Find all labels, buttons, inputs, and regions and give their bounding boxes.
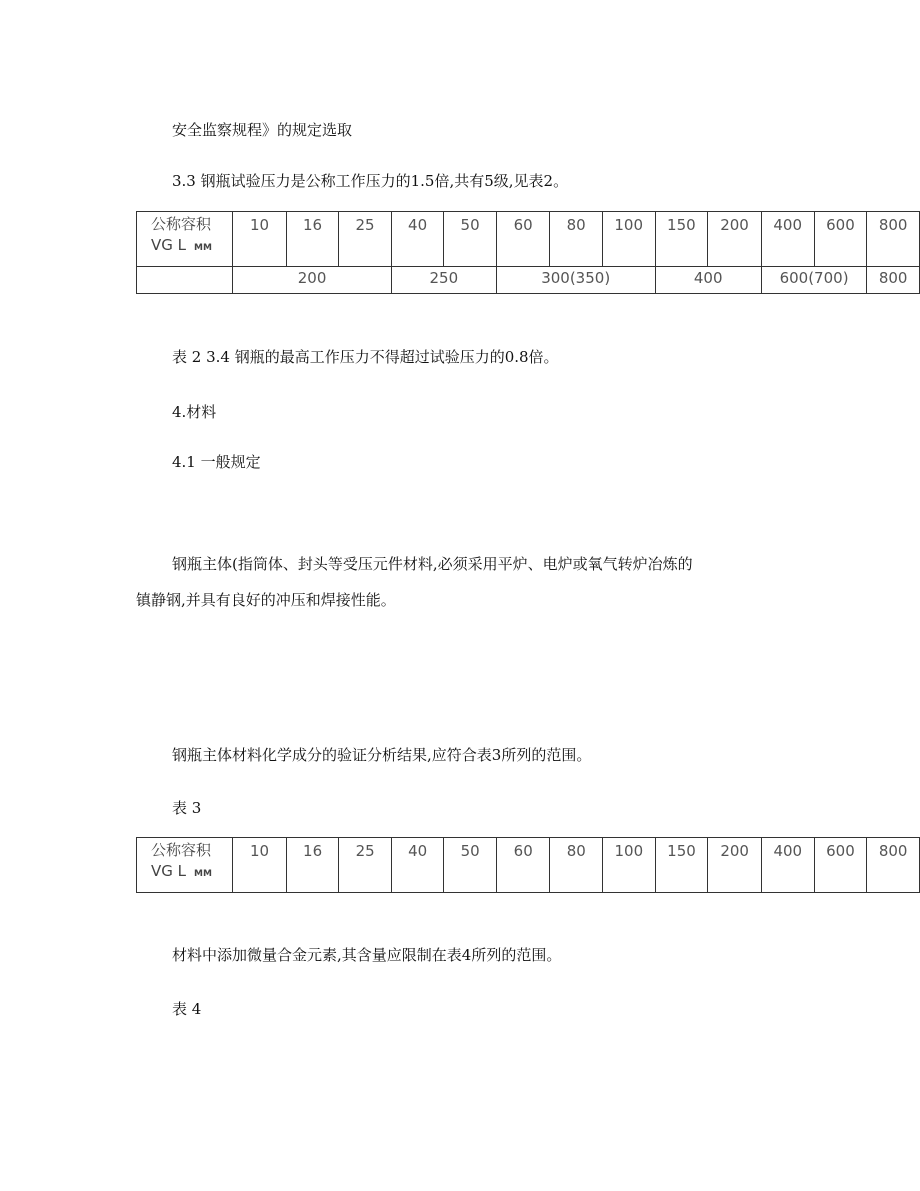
paragraph-3-4: 表 2 3.4 钢瓶的最高工作压力不得超过试验压力的0.8倍。 xyxy=(172,348,559,366)
volume-unit-line xyxy=(151,861,232,885)
table-2-header-row xyxy=(137,212,920,267)
paragraph-body-line-2: 镇静钢,并具有良好的冲压和焊接性能。 xyxy=(136,591,396,609)
volume-symbol: VG L xyxy=(151,862,187,880)
table-3 xyxy=(136,837,920,893)
paragraph-alloy-elements: 材料中添加微量合金元素,其含量应限制在表4所列的范围。 xyxy=(172,946,562,964)
table-cell: 800 xyxy=(867,267,920,294)
table-cell: 600 xyxy=(814,212,867,267)
table-cell: 400 xyxy=(761,838,814,893)
volume-unit: MM xyxy=(194,869,212,879)
table-cell: 40 xyxy=(391,212,444,267)
table-cell: 50 xyxy=(444,212,497,267)
table-cell: 400 xyxy=(761,212,814,267)
table-cell: 80 xyxy=(550,212,603,267)
volume-unit-line xyxy=(151,235,232,259)
volume-label: 公称容积 xyxy=(151,215,212,233)
table-cell: 400 xyxy=(655,267,761,294)
heading-general-rules: 4.1 一般规定 xyxy=(172,453,261,471)
table-cell: 25 xyxy=(339,212,392,267)
heading-materials: 4.材料 xyxy=(172,403,217,421)
table-cell: 16 xyxy=(286,212,339,267)
table-cell: 100 xyxy=(602,212,655,267)
table-3-header-row xyxy=(137,838,920,893)
table-cell: 200 xyxy=(708,212,762,267)
volume-unit: MM xyxy=(194,243,212,253)
paragraph-chemical-analysis: 钢瓶主体材料化学成分的验证分析结果,应符合表3所列的范围。 xyxy=(172,746,592,764)
table-cell: 600(700) xyxy=(761,267,866,294)
table-2 xyxy=(136,211,920,294)
table-3-caption: 表 3 xyxy=(172,799,202,817)
table-cell: 150 xyxy=(655,212,708,267)
table-4-caption: 表 4 xyxy=(172,1000,202,1018)
paragraph-3-3: 3.3 钢瓶试验压力是公称工作压力的1.5倍,共有5级,见表2。 xyxy=(172,172,569,190)
table-cell: 200 xyxy=(233,267,392,294)
paragraph-regulation-ref: 安全监察规程》的规定选取 xyxy=(172,121,353,139)
table-2-pressure-row xyxy=(137,267,920,294)
table-cell: 40 xyxy=(391,838,444,893)
paragraph-body-line-1: 钢瓶主体(指筒体、封头等受压元件材料,必须采用平炉、电炉或氧气转炉冶炼的 xyxy=(172,555,693,573)
table-cell: 300(350) xyxy=(496,267,655,294)
table-3-volume-header xyxy=(137,838,233,893)
table-cell: 60 xyxy=(496,838,550,893)
table-cell: 150 xyxy=(655,838,708,893)
table-cell: 60 xyxy=(496,212,550,267)
table-cell: 600 xyxy=(814,838,867,893)
table-2-volume-header xyxy=(137,212,233,267)
table-cell: 25 xyxy=(339,838,392,893)
table-cell: 800 xyxy=(867,838,920,893)
table-cell: 50 xyxy=(444,838,497,893)
table-cell-empty xyxy=(137,267,233,294)
table-cell: 10 xyxy=(233,212,287,267)
table-cell: 10 xyxy=(233,838,287,893)
volume-label: 公称容积 xyxy=(151,841,212,859)
volume-symbol: VG L xyxy=(151,236,187,254)
table-cell: 16 xyxy=(286,838,339,893)
table-cell: 250 xyxy=(391,267,496,294)
table-cell: 100 xyxy=(603,838,656,893)
table-cell: 800 xyxy=(867,212,920,267)
table-cell: 80 xyxy=(550,838,603,893)
table-cell: 200 xyxy=(708,838,762,893)
